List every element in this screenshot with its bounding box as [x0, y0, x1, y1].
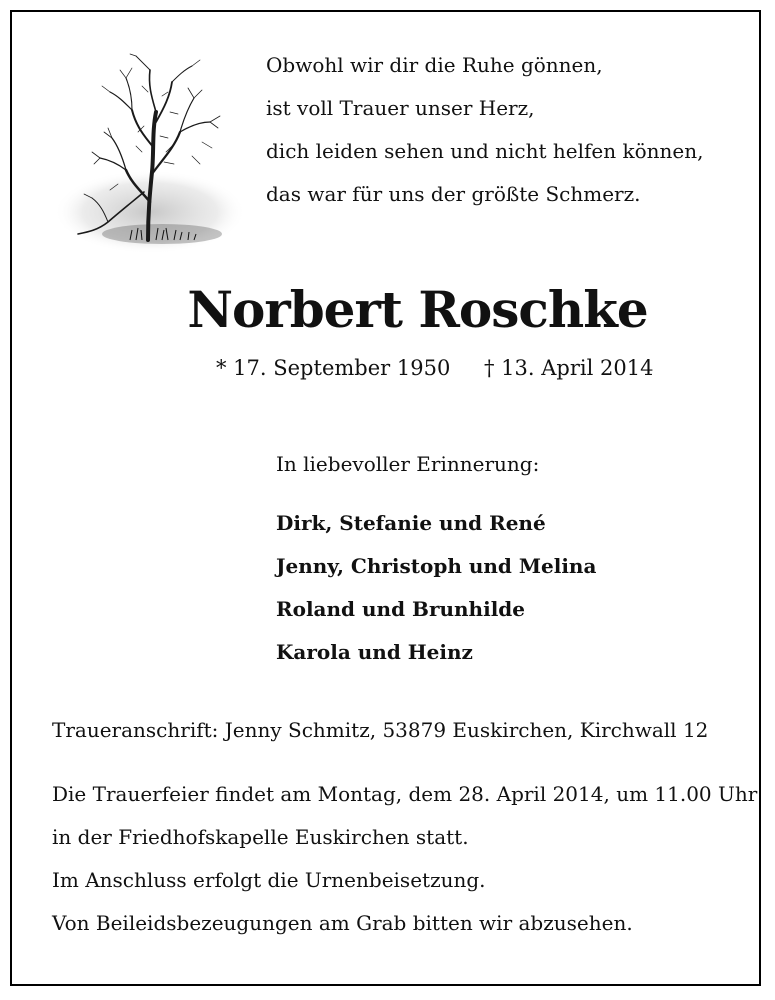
birth-date: * 17. September 1950 [216, 356, 451, 380]
mourner-group: Jenny, Christoph und Melina [276, 554, 597, 578]
memory-heading: In liebevoller Erinnerung: [276, 452, 540, 476]
poem [266, 44, 703, 216]
mourners-list [276, 502, 596, 674]
poem-line: dich leiden sehen und nicht helfen können, [266, 139, 704, 163]
service-line: in der Friedhofskapelle Euskirchen statt. [52, 825, 469, 849]
poem-line: Obwohl wir dir die Ruhe gönnen, [266, 53, 603, 77]
mourner-group: Dirk, Stefanie und René [276, 511, 546, 535]
mourner-group: Roland und Brunhilde [276, 597, 526, 621]
condolence-note: Von Beileidsbezeugungen am Grab bitten wir abzusehen. [52, 911, 633, 935]
service-line: Die Trauerfeier findet am Montag, dem 28. April 2014, um 11.00 Uhr [52, 782, 758, 806]
deceased-name: Norbert Roschke [187, 280, 648, 339]
mourning-address: Traueranschrift: Jenny Schmitz, 53879 Euskirchen, Kirchwall 12 [52, 718, 709, 742]
death-date: † 13. April 2014 [484, 356, 654, 380]
burial-note: Im Anschluss erfolgt die Urnenbeisetzung. [52, 868, 486, 892]
poem-line: das war für uns der größte Schmerz. [266, 182, 641, 206]
poem-line: ist voll Trauer unser Herz, [266, 96, 535, 120]
bare-tree-icon [52, 52, 248, 266]
mourner-group: Karola und Heinz [276, 640, 473, 664]
funeral-info [52, 718, 757, 945]
